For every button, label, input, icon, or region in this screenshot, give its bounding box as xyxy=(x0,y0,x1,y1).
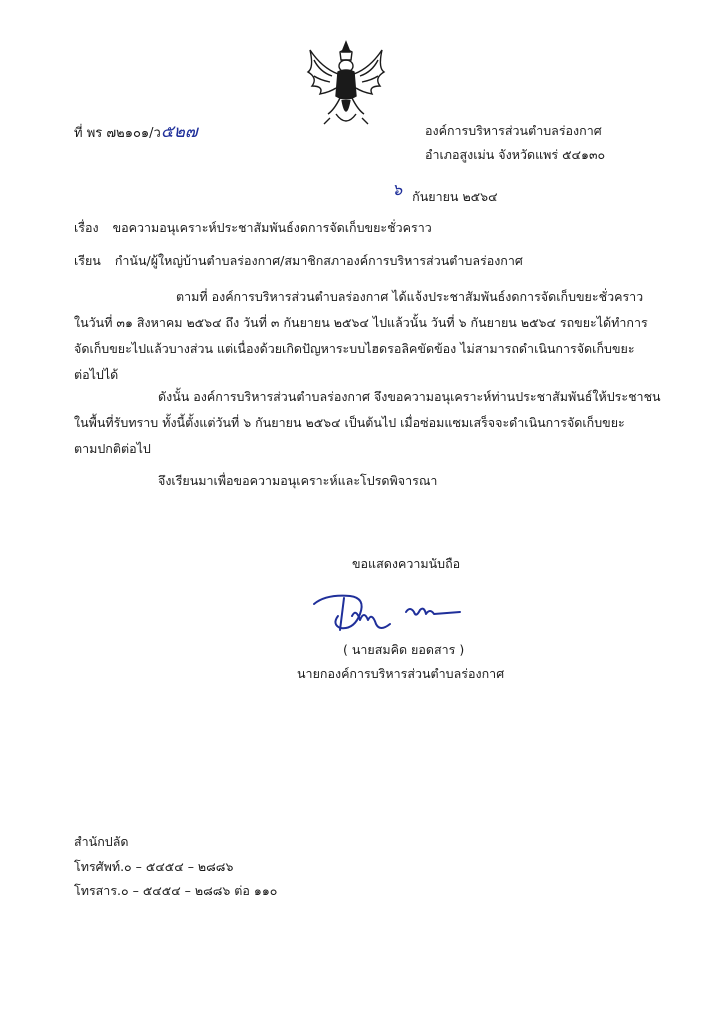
reference-label: ที่ พร ๗๒๑๐๑/ว xyxy=(74,126,161,141)
date-day-handwritten: ๖ xyxy=(392,180,403,199)
reference-number-handwritten: ๕๒๗ xyxy=(160,122,198,142)
organization-address: อำเภอสูงเม่น จังหวัดแพร่ ๕๔๑๓๐ xyxy=(425,147,606,162)
letter-date xyxy=(392,180,498,209)
reference-number xyxy=(74,118,198,145)
paragraph-1-line: ในวันที่ ๓๑ สิงหาคม ๒๕๖๔ ถึง วันที่ ๓ กันยายน ๒๕๖๔ ไปแล้วนั้น วันที่ ๖ กันยายน ๒๕๖๔ รถขยะได้ทำการ xyxy=(74,315,648,330)
footer-phone: โทรศัพท์.๐ – ๕๔๕๔ – ๒๘๘๖ xyxy=(74,859,234,874)
recipient-label: เรียน xyxy=(74,253,101,268)
handwritten-signature xyxy=(310,586,470,636)
footer-fax: โทรสาร.๐ – ๕๔๕๔ – ๒๘๘๖ ต่อ ๑๑๐ xyxy=(74,883,278,898)
date-month-year: กันยายน ๒๕๖๔ xyxy=(412,189,498,204)
recipient-text: กำนัน/ผู้ใหญ่บ้านตำบลร่องกาศ/สมาชิกสภาองค์การบริหารส่วนตำบลร่องกาศ xyxy=(114,253,523,268)
signer-position: นายกองค์การบริหารส่วนตำบลร่องกาศ xyxy=(297,666,505,681)
closing-request: จึงเรียนมาเพื่อขอความอนุเคราะห์และโปรดพิจารณา xyxy=(158,473,438,488)
recipient-line xyxy=(74,251,523,271)
closing-salutation: ขอแสดงความนับถือ xyxy=(352,556,461,571)
subject-line xyxy=(74,218,432,238)
paragraph-2-line: ในพื้นที่รับทราบ ทั้งนี้ตั้งแต่วันที่ ๖ กันยายน ๒๕๖๔ เป็นต้นไป เมื่อซ่อมแซมเสร็จจะดำเนินการจัดเก็บขยะ xyxy=(74,415,625,430)
paragraph-1-line: ต่อไปได้ xyxy=(74,367,119,382)
signer-name: ( นายสมคิด ยอดสาร ) xyxy=(343,642,465,657)
body-paragraph-2 xyxy=(74,384,661,462)
paragraph-1-line: ตามที่ องค์การบริหารส่วนตำบลร่องกาศ ได้แจ้งประชาสัมพันธ์งดการจัดเก็บขยะชั่วคราว xyxy=(176,289,644,304)
footer-office: สำนักปลัด xyxy=(74,834,129,849)
paragraph-2-line: ดังนั้น องค์การบริหารส่วนตำบลร่องกาศ จึงขอความอนุเคราะห์ท่านประชาสัมพันธ์ให้ประชาชน xyxy=(158,389,661,404)
paragraph-1-line: จัดเก็บขยะไปแล้วบางส่วน แต่เนื่องด้วยเกิดปัญหาระบบไฮดรอลิคขัดข้อง ไม่สามารถดำเนินการจัดเก็บขยะ xyxy=(74,341,635,356)
organization-name: องค์การบริหารส่วนตำบลร่องกาศ xyxy=(425,123,602,138)
paragraph-2-line: ตามปกติต่อไป xyxy=(74,441,151,456)
body-paragraph-1 xyxy=(74,284,648,388)
garuda-emblem xyxy=(302,38,390,130)
subject-text: ขอความอนุเคราะห์ประชาสัมพันธ์งดการจัดเก็บขยะชั่วคราว xyxy=(112,220,432,235)
subject-label: เรื่อง xyxy=(74,220,99,235)
